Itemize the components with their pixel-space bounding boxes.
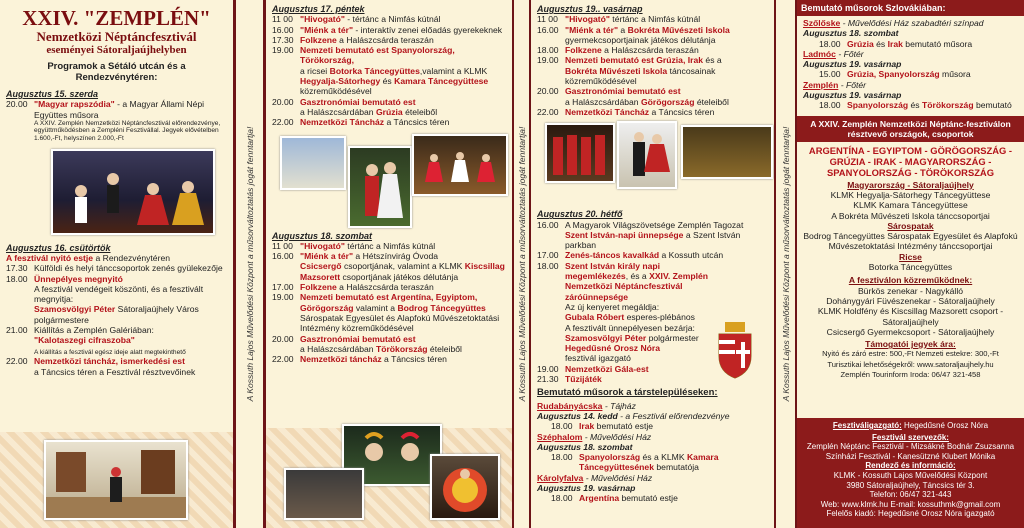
event-row: 20.00 Gasztronómiai bemutató est a Halászcsárdában Grúzia ételeiből [272, 96, 438, 117]
dancers-photo [51, 149, 215, 235]
event-row: 18.00 Szent István király napi megemlékezés, és a XXIV. Zemplén Nemzetközi Néptáncfesztivál záróünnepsége Az új kenyeret megáldja: Gubala Róbert esperes-plébános A fesztivált ünnepélyesen bezárja: Szamosvölgyi Péter polgármester Hegedűsné Orosz Nóra fesztivál igazgató [537, 260, 708, 364]
couple-photo [348, 146, 412, 228]
group-item: Dohánygyári Füvészenekar - Sátoraljaújhely [826, 295, 995, 306]
festival-subtitle: Nemzetközi Néptáncfesztivál [36, 29, 197, 44]
event-row: 11 00 "Hivogató" tértánc a Nimfás kútnál [272, 240, 436, 251]
event-row: 18.00 Argentína bemutató estje [551, 493, 678, 504]
settlement-day: Augusztus 18. szombat [537, 441, 633, 452]
organizer-line: Színházi Fesztivál - Kanesützné Klubert Mónika [825, 451, 996, 461]
event-row: 16.00 A Magyarok Világszövetsége Zemplén Tagozat Szent István-napi ünnepsége a Szent István parkban [537, 219, 744, 251]
side-note: A Kossuth Lajos Művelődési Központ a műsorváltoztatás jogát fenntartja! [244, 126, 255, 402]
event-row: 22.00 Nemzetközi Táncház a Táncsics téren [272, 117, 450, 128]
ticket-prices: Nyitó és záró estre: 500,-Ft Nemzeti estekre: 300,-Ft [822, 349, 999, 359]
event-row: 18.00 Spanyolország és Törökország bemutató [819, 100, 1012, 111]
panel-opening [0, 0, 233, 528]
info-line: 3980 Sátoraljaújhely, Táncsics tér 3. [846, 480, 975, 490]
day-heading: Augusztus 18. szombat [272, 230, 373, 241]
event-row: 18.00 Spanyolország és a KLMK Kamara Táncegyüttesének bemutatója [551, 452, 719, 473]
settlement-place: Károlyfalva - Művelődési Ház [537, 472, 653, 483]
group-item: Bürkös zenekar - Nagykálló [857, 285, 964, 296]
event-row: 17.30 Folkzene a Halászcsárda teraszán [272, 34, 434, 45]
photo-collage-bottom [280, 424, 502, 522]
event-row: 17.00 Zenés-táncos kavalkád a Kossuth utcán [537, 250, 724, 261]
event-row: 21.30 Tűzijáték [537, 374, 602, 385]
group-item: KLMK Holdfény és Kiscsillag Mazsorett csoport - Sátoraljaújhely [817, 306, 1004, 327]
side-note: A Kossuth Lajos Művelődési Központ a műsorváltoztatás jogát fenntartja! [780, 126, 791, 402]
info-line: Telefon: 06/47 321-443 [869, 490, 952, 500]
event-row: 21.00 Kiállítás a Zemplén Galériában: "Kalotaszegi cifraszoba" A kiállítás a fesztivál egész ideje alatt megtekinthető [6, 325, 186, 356]
event-row: 15.00 Grúzia, Spanyolország műsora [819, 69, 971, 80]
side-note-strip [776, 0, 795, 528]
event-row: 19.00 Nemzeti bemutató est Spanyolország, Törökország, a ricsei Botorka Táncegyüttes,valamint a KLMK Hegyalja-Sátorhegy és Kamara Táncegyüttese közreműködésével [272, 45, 489, 97]
tourinform-info: Zemplén Tourinform Iroda: 06/47 321-458 [840, 370, 981, 380]
day-heading: Augusztus 16. csütörtök [6, 242, 111, 253]
event-row: 16.00 "Miénk a tér" a Bokréta Művészeti Iskola gyermekcsoportjainak játékos délutánja [537, 24, 730, 45]
side-note: A Kossuth Lajos Művelődési Központ a műsorváltoztatás jogát fenntartja! [516, 126, 527, 402]
folk-group-photo [681, 125, 773, 179]
photo-collage [272, 132, 506, 228]
settlement-day: Augusztus 19. vasárnap [537, 482, 636, 493]
group-item: KLMK Hegyalja-Sátorhegy Táncegyüttese [830, 189, 991, 200]
group-item: Bodrog Táncegyüttes Sárospatak Egyesület és Alapfokú Művészetoktatási Intézmény tánccsoportjai [803, 231, 1018, 252]
slovakia-heading: Bemutató műsorok Szlovákiában: [797, 0, 1024, 16]
event-row: 22.00 Nemzetközi Táncház a Táncsics téren [537, 106, 715, 117]
info-heading: Rendező és információ: [865, 461, 956, 471]
event-row: 18.00 Folkzene a Halászcsárda teraszán [537, 45, 699, 56]
spinning-dancer-photo [430, 454, 500, 520]
event-row: 16.00 "Miénk a tér" a Hétszínvirág Óvoda Csicsergő csoportjának, valamint a KLMK Kiscsillag Mazsorett csoportjának játékos délutánja [272, 251, 505, 282]
side-note-strip [236, 0, 263, 528]
day-heading: Augusztus 19.. vasárnap [537, 4, 643, 14]
group-heading: Sárospatak [887, 220, 934, 231]
event-time: 20.00 [6, 99, 28, 110]
event-row: 22.00 Nemzetközi táncház a Táncsics téren [272, 354, 447, 365]
programs-intro: Programok a Sétáló utcán és a Rendezvénytéren: [47, 61, 186, 83]
day-heading: Augusztus 20. hétfő [537, 209, 623, 220]
event-row: 11 00 "Hivogató" tértánc a Nimfás kútnál [537, 14, 701, 25]
event-row [6, 99, 227, 120]
group-item: KLMK Kamara Táncegyüttese [853, 200, 968, 211]
panel-sunday-monday [531, 0, 774, 528]
troupe-photo [284, 468, 364, 520]
event-row: 20.00 Gasztronómiai bemutató est a Halászcsárdában Törökország ételeiből [272, 333, 462, 354]
event-text: "Magyar rapszódia" - a Magyar Állami Népi Együttes műsora [34, 99, 205, 120]
panel-info [797, 0, 1024, 528]
event-note: A XXIV. Zemplén Nemzetközi Néptáncfesztivál előrendezvénye, együttműködésben a Zempléni Fesztivállal. Jegyek elővételben 1.600,-Ft, helyszínen 2.000,-Ft [34, 119, 221, 143]
event-row: 20.00 Gasztronómiai bemutató est a Halászcsárdában Görögország ételeiből [537, 86, 729, 107]
group-heading: Ricse [899, 251, 922, 262]
tourism-info: Turisztikai lehetőségekről: www.satoraljaujhely.hu [827, 359, 994, 369]
settlements-heading: Bemutató műsorok a társtelepüléseken: [537, 387, 718, 399]
event-row: 19.00 Nemzeti bemutató est Argentína, Egyiptom, Görögország valamint a Bodrog Táncegyüttes Sárospatak Egyesület és Alapfokú Művészetoktatási Intézmény közreműködésével [272, 292, 500, 334]
event-row: 16.00 "Miénk a tér" - interaktív zenei előadás gyerekeknek [272, 24, 503, 35]
slovak-day: Augusztus 19. vasárnap [803, 90, 902, 101]
event-row: 17.00 Folkzene a Halászcsárda teraszán [272, 282, 434, 293]
event-row: 19.00 Nemzetközi Gála-est [537, 363, 649, 374]
slovak-day: Augusztus 18. szombat [803, 28, 899, 39]
group-photo [280, 136, 346, 190]
event-row: 22.00 Nemzetközi táncház, ismerkedési est a Táncsics téren a Fesztivál résztvevőinek [6, 356, 196, 377]
ticket-heading: Támogatói jegyek ára: [865, 339, 956, 350]
couple-dance-photo [617, 121, 677, 189]
settlement-place: Rudabányácska - Tájház [537, 400, 636, 411]
organizers-heading: Fesztivál szervezők: [872, 432, 949, 442]
panel-friday-saturday [266, 0, 512, 528]
event-row: 17.30 Külföldi és helyi tánccsoportok zenés gyülekezője [6, 263, 223, 274]
event-row: 11 00 "Hivogató" - tértánc a Nimfás kútnál [272, 14, 441, 25]
settlement-place: Széphalom - Művelődési Ház [537, 431, 652, 442]
slovak-venue: Ladmóc - Főtér [803, 48, 864, 59]
organizer-line: Zemplén Néptánc Fesztivál - Mizsákné Bodnár Zsuzsanna [806, 442, 1015, 452]
event-row: 18.00 Irak bemutató estje [551, 421, 654, 432]
group-item: Csicsergő Gyermekcsoport - Sátoraljaújhely [826, 326, 995, 337]
red-dancers-photo [545, 123, 615, 183]
info-line: Felelős kiadó: Hegedűsné Orosz Nóra igazgató [826, 509, 995, 519]
director-line: Fesztiváligazgató: Hegedűsné Orosz Nóra [832, 421, 989, 430]
slovak-venue: Zemplén - Főtér [803, 79, 867, 90]
day-heading: Augusztus 17. péntek [272, 4, 365, 14]
side-note-strip [514, 0, 529, 528]
organizers-box [797, 418, 1024, 528]
group-item: Botorka Táncegyüttes [868, 262, 953, 273]
event-row: 18.00 Ünnepélyes megnyitó A fesztivál vendégeit köszönti, és a fesztivált megnyitja: Szamosvölgyi Péter Sátoraljaújhely Város polgármestere [6, 273, 204, 325]
slovak-day: Augusztus 19. vasárnap [803, 59, 902, 70]
participants-heading: A XXIV. Zemplén Nemzetközi Néptánc-fesztiválon résztvevő országok, csoportok [797, 116, 1024, 142]
slovak-venue: Szőlőske - Művelődési Ház szabadtéri színpad [803, 18, 984, 28]
settlement-day: Augusztus 14. kedd - a Fesztivál előrendezvénye [537, 410, 730, 421]
room-photo [44, 440, 188, 520]
group-heading: A fesztiválon közreműködnek: [848, 275, 973, 286]
festival-subtitle-2: eseményei Sátoraljaújhelyben [46, 44, 187, 56]
festival-title: XXIV. "ZEMPLÉN" [22, 6, 211, 30]
stage-photo [412, 134, 508, 196]
event-row: 18.00 Grúzia és Irak bemutató műsora [819, 38, 973, 49]
group-heading: Magyarország - Sátoraljaújhely [847, 179, 974, 190]
event-text: A fesztivál nyitó estje a Rendezvénytéren [6, 252, 171, 263]
info-line: KLMK - Kossuth Lajos Művelődési Központ [833, 470, 988, 480]
photo-collage [537, 121, 768, 187]
info-line: Web: www.klmk.hu E-mail: kossuthmk@gmail.com [820, 499, 1001, 509]
event-row: 19.00 Nemzeti bemutató est Grúzia, Irak és a Bokréta Művészeti Iskola táncosainak közreműködésével [537, 55, 722, 87]
day-heading: Augusztus 15. szerda [6, 89, 99, 99]
group-item: A Bokréta Művészeti Iskola tánccsoportjai [831, 210, 990, 221]
hungarian-coat-of-arms-icon [715, 320, 755, 380]
countries-list: ARGENTÍNA - EGYIPTOM - GÖRÖGORSZÁG - GRÚZIA - IRAK - MAGYARORSZÁG - SPANYOLORSZÁG - TÖRÖKORSZÁG [808, 144, 1013, 178]
